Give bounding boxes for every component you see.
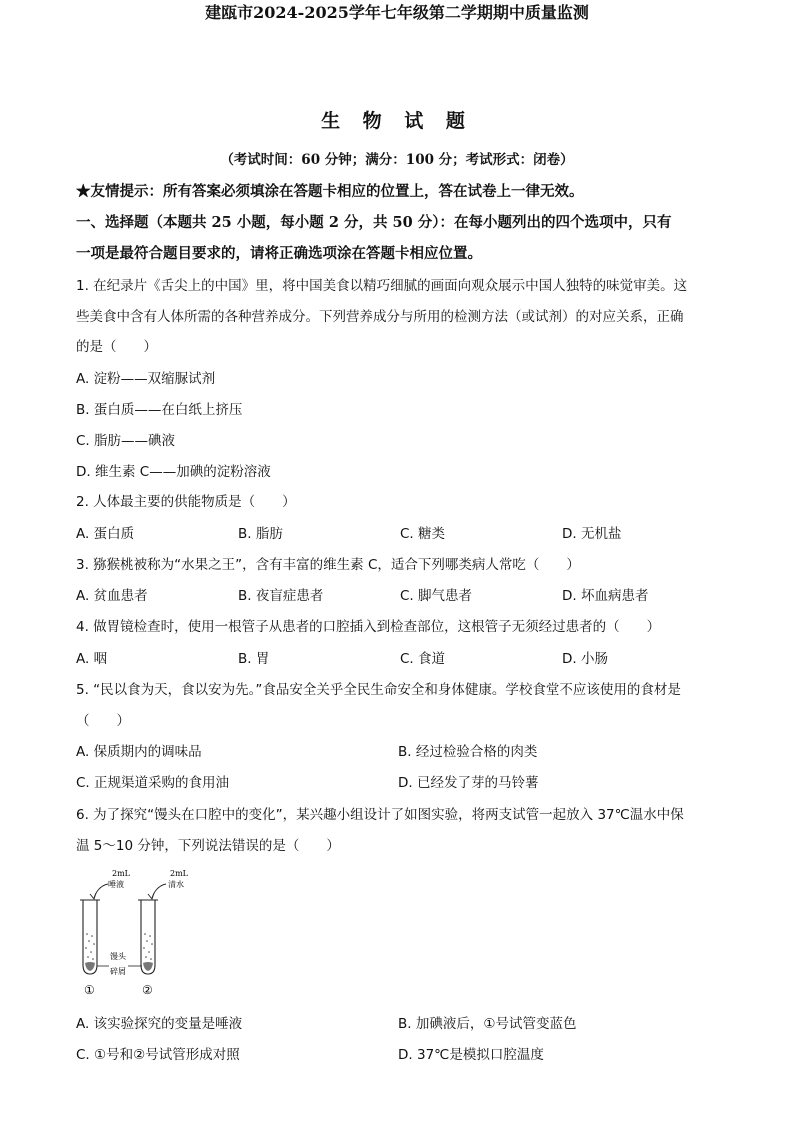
q3-option-c: C. 脚气患者 [400,588,473,604]
q1-option-b: B. 蛋白质——在白纸上挤压 [76,402,243,418]
q6-option-b: B. 加碘液后，①号试管变蓝色 [398,1016,577,1032]
q3-option-d: D. 坏血病患者 [562,588,649,604]
q5-option-c: C. 正规渠道采购的食用油 [76,775,230,791]
q1-stem-line2: 些美食中含有人体所需的各种营养成分。下列营养成分与所用的检测方法（或试剂）的对应关系，正确 [76,309,684,325]
q4-option-d: D. 小肠 [562,651,608,667]
q1-stem-line3: 的是（ ） [76,339,157,355]
q3-stem: 3. 猕猴桃被称为“水果之王”，含有丰富的维生素 C，适合下列哪类病人常吃（ ） [76,557,580,573]
q6-option-a: A. 该实验探究的变量是唾液 [76,1016,243,1032]
q4-option-b: B. 胃 [238,651,270,667]
q6-stem-line2: 温 5～10 分钟，下列说法错误的是（ ） [76,838,340,854]
bread-label-1: 馒头 [110,952,126,961]
q2-stem: 2. 人体最主要的供能物质是（ ） [76,494,296,510]
test-tube-2 [138,900,158,974]
q2-option-b: B. 脂肪 [238,526,283,542]
notice: ★友情提示：所有答案必须填涂在答题卡相应的位置上，答在试卷上一律无效。 [76,183,584,200]
q3-option-b: B. 夜盲症患者 [238,588,324,604]
tube2-sub-label: 清水 [168,880,184,889]
q5-stem-line2: （ ） [76,713,130,729]
q5-option-b: B. 经过检验合格的肉类 [398,744,538,760]
q5-option-d: D. 已经发了芽的马铃薯 [398,775,539,791]
bread-label-2: 碎屑 [110,967,126,976]
q6-stem-line1: 6. 为了探究“馒头在口腔中的变化”，某兴趣小组设计了如图实验，将两支试管一起放入 37℃温水中保 [76,807,684,823]
section-heading-line2: 一项是最符合题目要求的，请将正确选项涂在答题卡相应位置。 [76,245,482,262]
q6-option-d: D. 37℃是模拟口腔温度 [398,1047,544,1063]
test-tube-figure [72,862,212,1002]
q2-option-c: C. 糖类 [400,526,446,542]
tube1-top-label: 2mL [112,869,130,878]
test-tube-1 [80,900,100,974]
q1-stem-line1: 1. 在纪录片《舌尖上的中国》里，将中国美食以精巧细腻的画面向观众展示中国人独特的味觉审美。这 [76,278,688,294]
q3-option-a: A. 贫血患者 [76,588,148,604]
q4-option-c: C. 食道 [400,651,446,667]
q2-option-d: D. 无机盐 [562,526,622,542]
q4-option-a: A. 咽 [76,651,108,667]
q1-option-a: A. 淀粉——双缩脲试剂 [76,371,216,387]
q5-option-a: A. 保质期内的调味品 [76,744,202,760]
subject-title: 生 物 试 题 [321,110,473,132]
q1-option-c: C. 脂肪——碘液 [76,433,176,449]
q1-option-d: D. 维生素 C——加碘的淀粉溶液 [76,464,271,480]
q2-option-a: A. 蛋白质 [76,526,135,542]
tube2-arrow [152,884,166,898]
tube1-sub-label: 唾液 [108,880,124,889]
q4-stem: 4. 做胃镜检查时，使用一根管子从患者的口腔插入到检查部位，这根管子无须经过患者的（ ） [76,619,661,635]
section-heading-line1: 一、选择题（本题共 25 小题，每小题 2 分，共 50 分）：在每小题列出的四个选项中，只有 [76,214,672,231]
exam-info: （考试时间：60 分钟；满分：100 分；考试形式：闭卷） [220,152,574,168]
tube1-number: ① [84,983,95,997]
q5-stem-line1: 5. “民以食为天，食以安为先。”食品安全关乎全民生命安全和身体健康。学校食堂不应该使用的食材是 [76,682,681,698]
tube2-top-label: 2mL [170,869,188,878]
main-title: 建瓯市2024-2025学年七年级第二学期期中质量监测 [205,3,589,22]
tube1-arrow [94,884,108,898]
q6-option-c: C. ①号和②号试管形成对照 [76,1047,240,1063]
tube2-number: ② [142,983,153,997]
